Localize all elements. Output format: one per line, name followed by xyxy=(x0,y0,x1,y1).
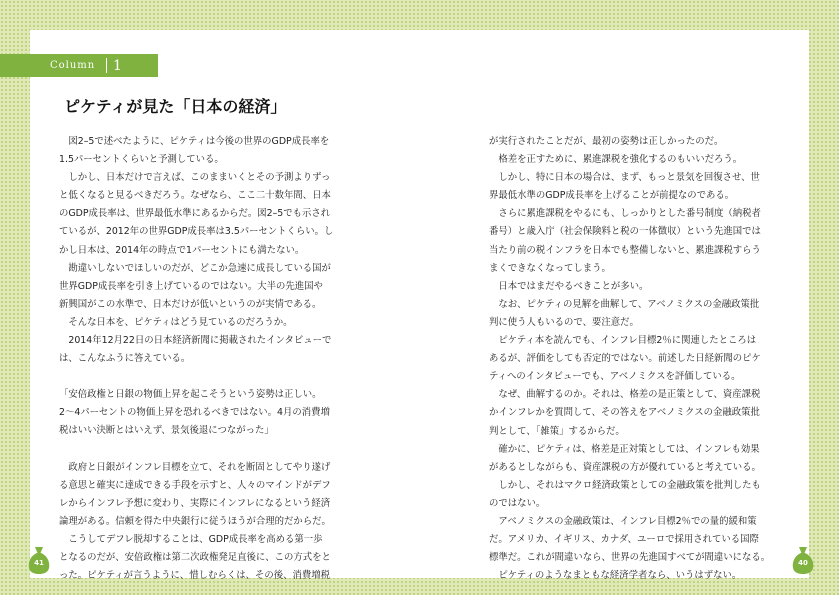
text-line: があるとしながらも、資産課税の方が優れていると考えている。 xyxy=(489,461,761,473)
column-label: Column xyxy=(50,60,96,71)
text-line: る意思と確実に達成できる手段を示すと、人々のマインドがデフ xyxy=(59,479,331,491)
text-line: 判に使う人もいるので、要注意だ。 xyxy=(489,316,639,328)
right-text-column xyxy=(489,133,792,585)
page-number-text: 41 xyxy=(34,559,44,567)
text-line: しかし、日本だけで言えば、このままいくとその予測よりずっ xyxy=(59,172,331,184)
text-line: 1.5パーセントくらいと予測している。 xyxy=(59,154,224,166)
book-spread xyxy=(30,30,809,582)
column-number: 1 xyxy=(113,57,122,74)
text-line: まくできなくなってしまう。 xyxy=(489,262,611,274)
text-line: アベノミクスの金融政策は、インフレ目標2％での量的緩和策 xyxy=(489,515,757,527)
text-line: そんな日本を、ピケティはどう見ているのだろうか。 xyxy=(59,316,293,328)
quote-line: 「安倍政権と日銀の物価上昇を起こそうという姿勢は正しい。 xyxy=(59,389,322,401)
page-number-left xyxy=(26,545,52,575)
right-paragraphs xyxy=(489,133,792,585)
text-line: しかし、特に日本の場合は、まず、もっと景気を回復させ、世 xyxy=(489,172,760,184)
column-divider xyxy=(106,58,107,73)
column-tab xyxy=(0,54,158,77)
text-line: 世界GDP成長率を引き上げているのではない。大半の先進国や xyxy=(59,280,323,292)
interview-quote xyxy=(59,386,362,440)
text-line: 格差を正すために、累進課税を強化するのもいいだろう。 xyxy=(489,154,743,166)
text-line: かインフレかを質問して、その答えをアベノミクスの金融政策批 xyxy=(489,407,760,419)
text-line: ピケティ本を読んでも、インフレ目標2％に関連したところは xyxy=(489,335,757,347)
text-line: った。ピケティが言うように、惜しむらくは、その後、消費増税 xyxy=(59,570,330,582)
text-line: こうしてデフレ脱却することは、GDP成長率を高める第一歩 xyxy=(59,533,323,545)
text-line: かし日本は、2014年の時点で1パーセントにも満たない。 xyxy=(59,244,305,256)
text-line: だ。アメリカ、イギリス、カナダ、ユーロで採用されている国際 xyxy=(489,534,759,546)
text-line: が実行されたことだが、最初の姿勢は正しかったのだ。 xyxy=(489,136,724,147)
text-line: 標準だ。これが間違いなら、世界の先進国すべてが間違いになる。 xyxy=(489,552,771,564)
text-line: 界最低水準のGDP成長率を上げることが前提なのである。 xyxy=(489,190,735,202)
text-line: 確かに、ピケティは、格差是正対策としては、インフレも効果 xyxy=(489,443,760,455)
text-line: 勘違いしないでほしいのだが、どこか急速に成長している国が xyxy=(59,262,331,274)
text-line: ピケティのようなまともな経済学者なら、いうはずない。 xyxy=(489,570,742,582)
text-line: さらに累進課税をやるにも、しっかりとした番号制度（納税者 xyxy=(489,208,761,220)
text-line: あるが、評価をしても否定的ではない。前述した日経新聞のピケ xyxy=(489,353,761,365)
text-line: となるのだが、安倍政権は第二次政権発足直後に、この方式をと xyxy=(59,551,331,563)
text-line: ているが、2012年の世界GDP成長率は3.5パーセントくらい。し xyxy=(59,226,334,238)
text-line: ティへのインタビューでも、アベノミクスを評価している。 xyxy=(489,371,741,383)
text-line: と低くなると見るべきだろう。なぜなら、ここ二十数年間、日本 xyxy=(59,190,331,202)
text-line: 図2–5で述べたように、ピケティは今後の世界のGDP成長率を xyxy=(59,136,330,147)
text-line: のGDP成長率は、世界最低水準にあるからだ。図2–5でも示され xyxy=(59,208,331,220)
text-line: なお、ピケティの見解を曲解して、アベノミクスの金融政策批 xyxy=(489,298,760,310)
quote-line: 税はいい決断とはいえず、景気後退につながった」 xyxy=(59,425,274,437)
text-line: 判として、「雑策」するからだ。 xyxy=(489,425,625,437)
text-line: 番号）と歳入庁（社会保険料と税の一体徴収）という先進国では xyxy=(489,226,761,238)
quote-line: 2〜4パーセントの物価上昇を恐れるべきではない。4月の消費増 xyxy=(59,407,330,419)
text-line: しかし、それはマクロ経済政策としての金融政策を批判したも xyxy=(489,479,761,491)
text-line: 2014年12月22日の日本経済新聞に掲載されたインタビューで xyxy=(59,335,332,347)
text-line: 政府と日銀がインフレ目標を立て、それを断固としてやり遂げ xyxy=(59,461,331,473)
left-paragraphs-after-quote xyxy=(59,459,362,586)
text-line: なぜ、曲解するのか。それは、格差の是正策として、資産課税 xyxy=(489,389,761,401)
text-line: 新興国がこの水準で、日本だけが低いというのが実情である。 xyxy=(59,298,322,310)
text-line: 当たり前の税インフラを日本でも整備しないと、累進課税すらう xyxy=(489,244,761,256)
text-line: レからインフレ予想に変わり、実際にインフレになるという経済 xyxy=(59,497,331,509)
text-line: 論理がある。信頼を得た中央銀行に従うほうが合理的だからだ。 xyxy=(59,515,331,527)
text-line: のではない。 xyxy=(489,497,546,509)
page-number-right xyxy=(790,545,816,575)
page-title: ピケティが見た「日本の経済」 xyxy=(64,97,287,116)
text-line: 日本ではまだやるべきことが多い。 xyxy=(489,280,649,292)
left-text-column xyxy=(59,133,362,585)
text-line: は、こんなふうに答えている。 xyxy=(59,353,191,365)
left-paragraphs xyxy=(59,133,362,368)
page-number-text: 40 xyxy=(798,559,808,567)
